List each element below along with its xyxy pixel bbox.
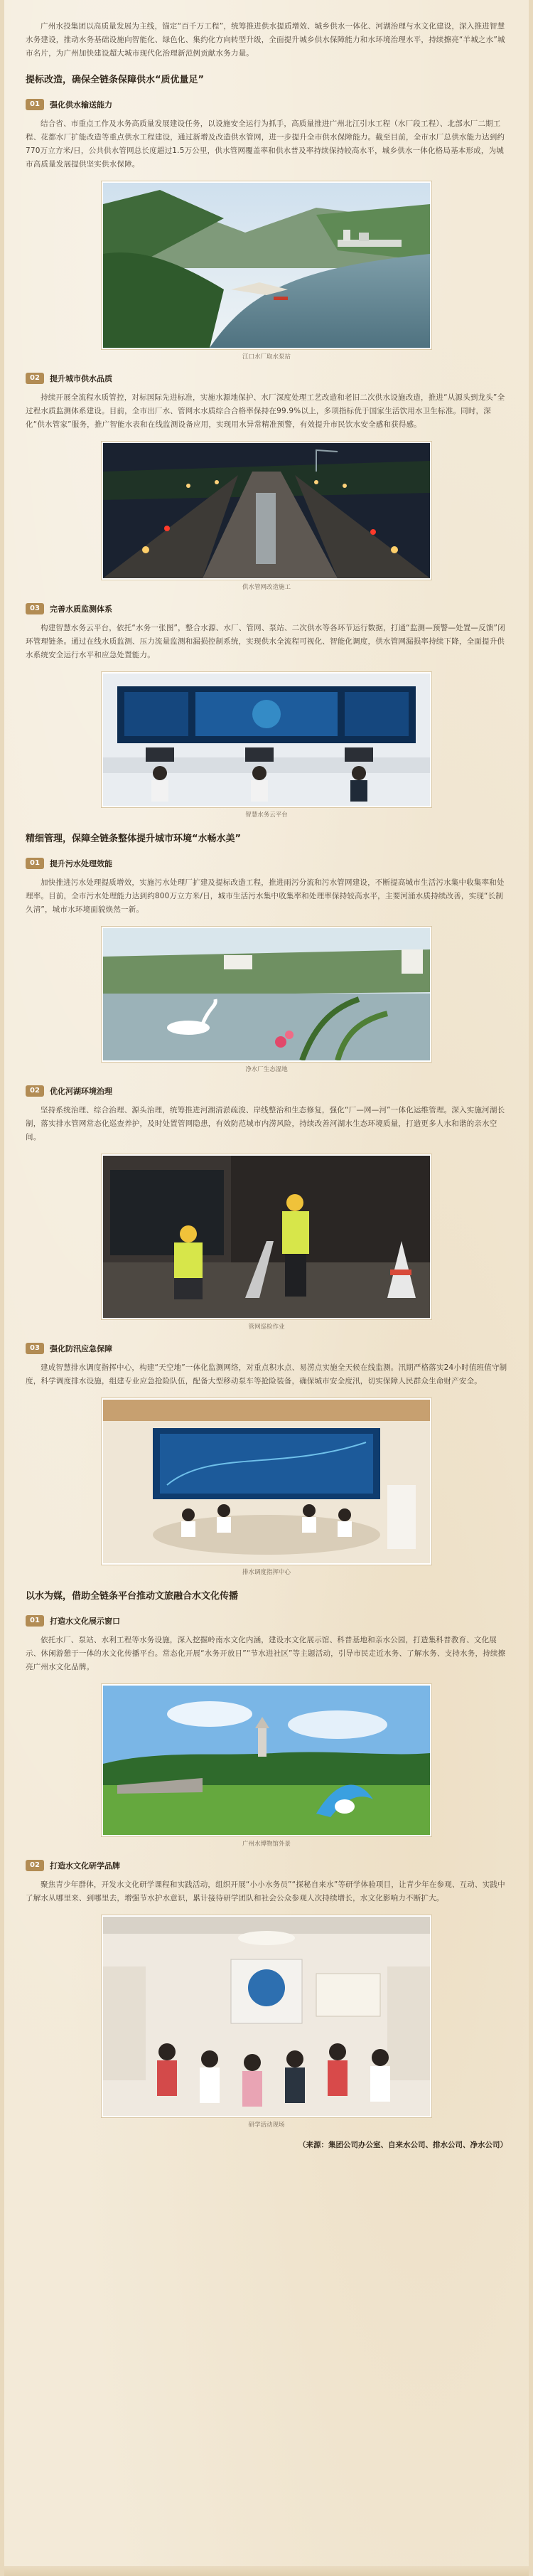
footer-decoration [4, 2566, 529, 2576]
figure-control-center [26, 672, 507, 819]
subheading-title: 打造水文化研学品牌 [50, 1861, 120, 1870]
figure-caption: 净水厂生态湿地 [245, 1066, 288, 1073]
figure-caption: 供水管网改造施工 [242, 584, 291, 591]
photo-control-room [102, 672, 431, 807]
subheading-number: 01 [26, 858, 44, 869]
night-road-image [103, 443, 430, 578]
figure-night-construction [26, 442, 507, 592]
intro-paragraph: 广州水投集团以高质量发展为主线，锚定“百千万工程”，统筹推进供水提质增效、城乡供水一体化、河湖治理与水文化建设，深入推进智慧水务建设，推动水务基础设施向智能化、绿色化、集约化方向转型升级，全面提升城乡供水保障能力和水环境治理水平，持续擦亮“羊城之水”城市名片，为广州加快建设超大城市现代化治理新范例贡献水务力量。 [26, 22, 505, 58]
park-sculpture-image [103, 1686, 430, 1835]
section-heading-2: 精细管理，保障全链条整体提升城市环境“水畅水美” [26, 834, 242, 844]
study-group-image [103, 1917, 430, 2116]
subheading-number: 03 [26, 603, 44, 614]
photo-dispatch-room [102, 1398, 431, 1565]
figure-caption: 江口水厂取水泵站 [242, 353, 291, 361]
figure-pipe-inspection [26, 1154, 507, 1331]
source-attribution: （来源：集团公司办公室、自来水公司、排水公司、净水公司） [298, 2141, 507, 2149]
photo-workers-night [102, 1154, 431, 1319]
control-room-image [103, 674, 430, 806]
photo-wetland-swan [102, 927, 431, 1062]
subheading-number: 01 [26, 1615, 44, 1627]
subheading-title: 提升城市供水品质 [50, 374, 112, 383]
subheading-1-1 [26, 97, 507, 112]
paragraph-1-2: 持续开展全流程水质管控，对标国际先进标准，实施水源地保护、水厂深度处理工艺改造和老旧二次供水设施改造，推进“从源头到龙头”全过程水质监测体系建设。目前，全市出厂水、管网水水质综合合格率保持在99.9%以上，多项指标优于国家生活饮用水卫生标准。同时，深化“供水管家”服务，推广智能水表和在线监测设备应用，实现用水异常精准预警，有效提升市民饮水安全感和获得感。 [26, 393, 505, 429]
paragraph-3-1: 依托水厂、泵站、水利工程等水务设施，深入挖掘岭南水文化内涵，建设水文化展示馆、科普基地和亲水公园，打造集科普教育、文化展示、休闲游憩于一体的水文化传播平台。常态化开展“水务开放日”“节水进社区”等主题活动，引导市民走近水务、了解水务、支持水务，持续擦亮广州水文化品牌。 [26, 1636, 506, 1671]
subheading-number: 03 [26, 1343, 44, 1354]
dispatch-room-image [103, 1400, 430, 1563]
section-heading-1: 提标改造，确保全链条保障供水“质优量足” [26, 75, 205, 85]
subheading-number: 02 [26, 373, 44, 384]
subheading-title: 完善水质监测体系 [50, 605, 112, 614]
subheading-3-1 [26, 1614, 507, 1628]
subheading-1-2 [26, 371, 507, 385]
figure-study-tour [26, 1915, 507, 2129]
photo-park-sculpture [102, 1684, 431, 1836]
subheading-2-2 [26, 1084, 507, 1098]
figure-dispatch-center [26, 1398, 507, 1577]
figure-wetland [26, 927, 507, 1074]
figure-water-pump-station [26, 181, 507, 361]
subheading-3-2 [26, 1858, 507, 1873]
photo-study-group [102, 1915, 431, 2117]
subheading-1-3 [26, 602, 507, 616]
figure-caption: 智慧水务云平台 [245, 811, 288, 819]
subheading-title: 提升污水处理效能 [50, 859, 112, 868]
photo-night-road [102, 442, 431, 580]
figure-caption: 广州水博物馆外景 [242, 1841, 291, 1848]
figure-caption: 研学活动现场 [248, 2122, 285, 2129]
wetland-swan-image [103, 928, 430, 1060]
paragraph-2-2: 坚持系统治理、综合治理、源头治理，统筹推进河湖清淤疏浚、岸线整治和生态修复，强化“厂—网—河”一体化运维管理。深入实施河湖长制，落实排水管网常态化巡查养护，及时处置管网隐患，有效防范城市内涝风险，持续改善河湖水生态环境质量，打造更多人水和谐的亲水空间。 [26, 1106, 505, 1141]
paragraph-3-2: 聚焦青少年群体，开发水文化研学课程和实践活动，组织开展“小小水务员”“探秘自来水”等研学体验项目，让青少年在参观、互动、实践中了解水从哪里来、到哪里去，增强节水护水意识，累计接待研学团队和社会公众参观人次持续增长，水文化影响力不断扩大。 [26, 1880, 505, 1902]
subheading-number: 01 [26, 99, 44, 110]
subheading-title: 强化供水输送能力 [50, 100, 112, 110]
river-landscape-image [103, 183, 430, 348]
subheading-number: 02 [26, 1085, 44, 1097]
subheading-2-1 [26, 856, 507, 871]
photo-river-landscape [102, 181, 431, 349]
subheading-title: 打造水文化展示窗口 [50, 1617, 120, 1626]
figure-museum-exterior [26, 1684, 507, 1848]
subheading-2-3 [26, 1341, 507, 1356]
figure-caption: 排水调度指挥中心 [242, 1569, 291, 1576]
subheading-title: 强化防汛应急保障 [50, 1344, 112, 1353]
figure-caption: 管网巡检作业 [248, 1324, 285, 1331]
subheading-title: 优化河湖环境治理 [50, 1087, 112, 1096]
workers-night-image [103, 1156, 430, 1318]
subheading-number: 02 [26, 1860, 44, 1871]
paragraph-1-1: 结合省、市重点工作及水务高质量发展建设任务，以设施安全运行为抓手，高质量推进广州北江引水工程（水厂段工程）、北部水厂二期工程、花都水厂扩能改造等重点供水工程建设，通过新增及改造供水管网，进一步提升全市供水保障能力。截至目前，全市水厂总供水能力达到约770万立方米/日，公共供水管网总长度超过1.5万公里，供水管网覆盖率和供水普及率持续保持较高水平，城乡供水一体化格局基本形成，为城市高质量发展提供坚实供水保障。 [26, 119, 505, 169]
section-heading-3: 以水为媒，借助全链条平台推动文旅融合水文化传播 [26, 1591, 239, 1602]
paragraph-2-3: 建成智慧排水调度指挥中心，构建“天空地”一体化监测网络，对重点积水点、易涝点实施全天候在线监测。汛期严格落实24小时值班值守制度，科学调度排水设施，组建专业应急抢险队伍，配备大型移动泵车等抢险装备，确保城市安全度汛，切实保障人民群众生命财产安全。 [26, 1363, 507, 1385]
paragraph-1-3: 构建智慧水务云平台，依托“水务一张图”，整合水源、水厂、管网、泵站、二次供水等各环节运行数据，打通“监测—预警—处置—反馈”闭环管理链条。通过在线水质监测、压力流量监测和漏损控制系统，实现供水全流程可视化、智能化调度，供水管网漏损率持续下降，全面提升供水系统安全运行水平和应急处置能力。 [26, 624, 505, 659]
paragraph-2-1: 加快推进污水处理提质增效，实施污水处理厂扩建及提标改造工程，推进雨污分流和污水管网建设，不断提高城市生活污水集中收集率和处理率。目前，全市污水处理能力达到约800万立方米/日，城市生活污水集中收集率和处理率保持较高水平，主要河涌水质持续改善，实现“长制久清”，城市水环境面貌焕然一新。 [26, 878, 505, 914]
